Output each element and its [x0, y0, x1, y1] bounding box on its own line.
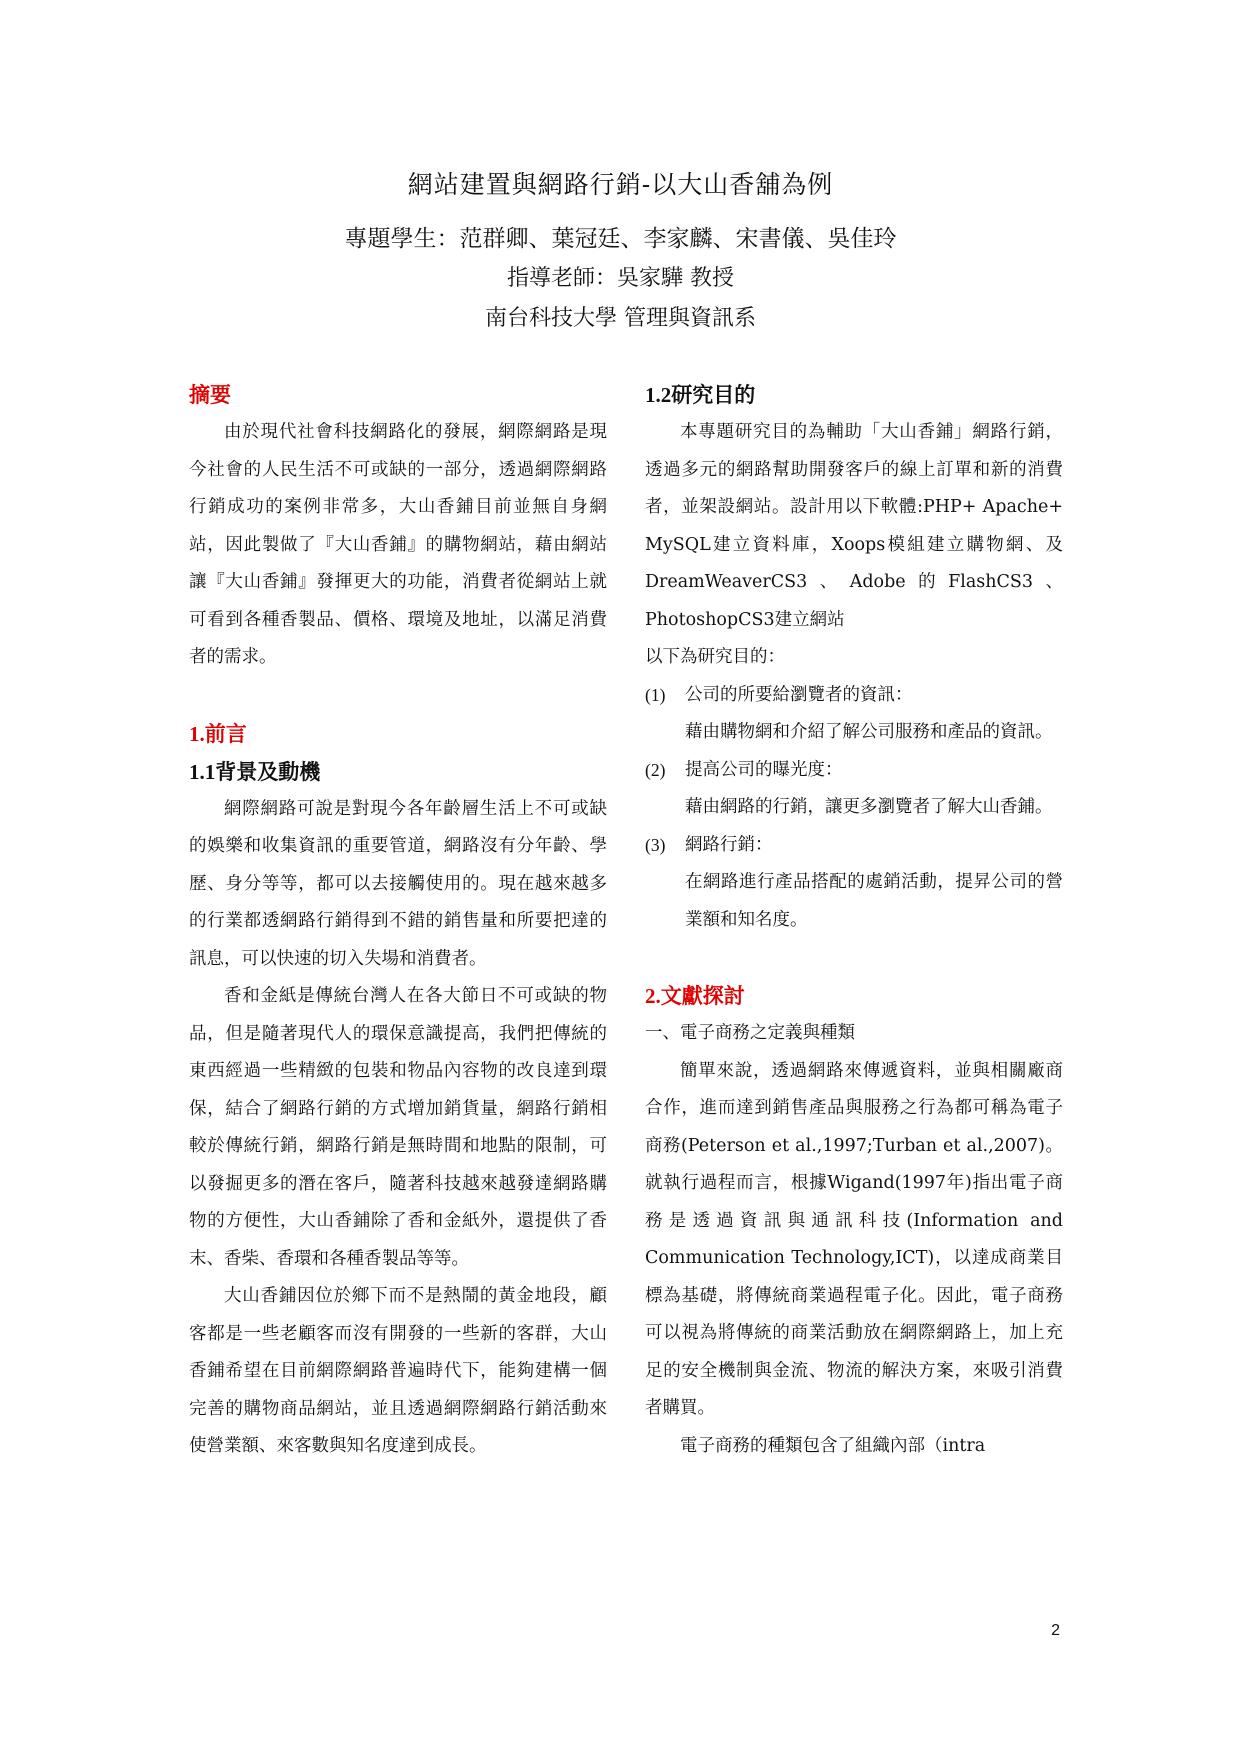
list-item-body: 藉由網路的行銷，讓更多瀏覽者了解大山香鋪。: [685, 797, 1053, 817]
list-item-number: (1): [645, 684, 666, 705]
title-block: [0, 168, 1241, 336]
advisor-line: 指導老師：吳家驊 教授: [507, 266, 734, 291]
literature-paragraph-2: 電子商務的種類包含了組織內部（intra: [680, 1435, 986, 1456]
background-heading: 1.1背景及動機: [189, 759, 321, 784]
authors-line: 專題學生：范群卿、葉冠廷、李家麟、宋書儀、吳佳玲: [344, 226, 897, 252]
page-number: 2: [1051, 1622, 1060, 1639]
list-item-number: (3): [645, 834, 666, 855]
list-item: [645, 827, 1063, 865]
list-item-heading: 公司的所要給瀏覽者的資訊：: [685, 684, 913, 705]
literature-heading: 2.文獻探討: [645, 984, 745, 1008]
purpose-heading: 1.2研究目的: [645, 383, 756, 407]
purpose-intro: 以下為研究目的：: [645, 647, 785, 667]
introduction-heading: 1.前言: [189, 721, 247, 746]
left-column: [189, 376, 607, 1466]
list-item: [645, 677, 1063, 715]
list-item-heading: 提高公司的曝光度：: [685, 759, 843, 780]
right-column: [645, 376, 1063, 1465]
abstract-heading: 摘要: [189, 383, 231, 407]
literature-paragraph-1: 簡單來說，透過網路來傳遞資料，並與相關廠商合作，進而達到銷售產品與服務之行為都可稱為電子商務(Peterson et al.,1997;Turban et al.,2007)。就執行過程而言，根據Wigand(1997年)指出電子商務是透過資訊與通訊科技(Information and Communication Technology,ICT)，以達成商業目標為基礎，將傳統商業過程電子化。因此，電子商務可以視為將傳統的商業活動放在網際網路上，加上充足的安全機制與金流、物流的解決方案，來吸引消費者購買。: [645, 1060, 1063, 1418]
abstract-paragraph: 由於現代社會科技網路化的發展，網際網路是現今社會的人民生活不可或缺的一部分，透過網際網路行銷成功的案例非常多，大山香鋪目前並無自身網站，因此製做了『大山香鋪』的購物網站，藉由網站讓『大山香鋪』發揮更大的功能，消費者從網站上就可看到各種香製品、價格、環境及地址，以滿足消費者的需求。: [189, 422, 607, 667]
list-item-number: (2): [645, 759, 666, 780]
background-paragraph-2: 香和金紙是傳統台灣人在各大節日不可或缺的物品，但是隨著現代人的環保意識提高，我們把傳統的東西經過一些精緻的包裝和物品內容物的改良達到環保，結合了網路行銷的方式增加銷貨量，網路行銷相較於傳統行銷，網路行銷是無時間和地點的限制，可以發掘更多的潛在客戶，隨著科技越來越發達網路購物的方便性，大山香鋪除了香和金紙外，還提供了香末、香柴、香環和各種香製品等等。: [189, 986, 607, 1269]
section-spacer: [189, 677, 607, 715]
purpose-paragraph: 本專題研究目的為輔助「大山香鋪」網路行銷，透過多元的網路幫助開發客戶的線上訂單和新的消費者，並架設網站。設計用以下軟體:PHP+ Apache+ MySQL建立資料庫，Xoops模組建立購物網、及DreamWeaverCS3、Adobe的FlashCS3、PhotoshopCS3建立網站: [645, 422, 1063, 630]
literature-subheading: 一、電子商務之定義與種類: [645, 1023, 855, 1043]
list-item: [645, 752, 1063, 790]
purpose-list: [645, 677, 1063, 940]
list-item-heading: 網路行銷：: [685, 834, 773, 855]
background-paragraph-3: 大山香鋪因位於鄉下而不是熱鬧的黃金地段，顧客都是一些老顧客而沒有開發的一些新的客群，大山香鋪希望在目前網際網路普遍時代下，能夠建構一個完善的購物商品網站，並且透過網際網路行銷活動來使營業額、來客數與知名度達到成長。: [189, 1286, 607, 1456]
list-item-body: 在網路進行產品搭配的處銷活動，提昇公司的營業額和知名度。: [685, 872, 1063, 930]
background-paragraph-1: 網際網路可說是對現今各年齡層生活上不可或缺的娛樂和收集資訊的重要管道，網路沒有分年齡、學歷、身分等等，都可以去接觸使用的。現在越來越多的行業都透網路行銷得到不錯的銷售量和所要把達的訊息，可以快速的切入失場和消費者。: [189, 798, 607, 969]
section-spacer: [645, 939, 1063, 977]
school-line: 南台科技大學 管理與資訊系: [485, 306, 756, 331]
paper-title: 網站建置與網路行銷-以大山香舖為例: [407, 170, 834, 199]
list-item-body: 藉由購物網和介紹了解公司服務和產品的資訊。: [685, 722, 1053, 742]
